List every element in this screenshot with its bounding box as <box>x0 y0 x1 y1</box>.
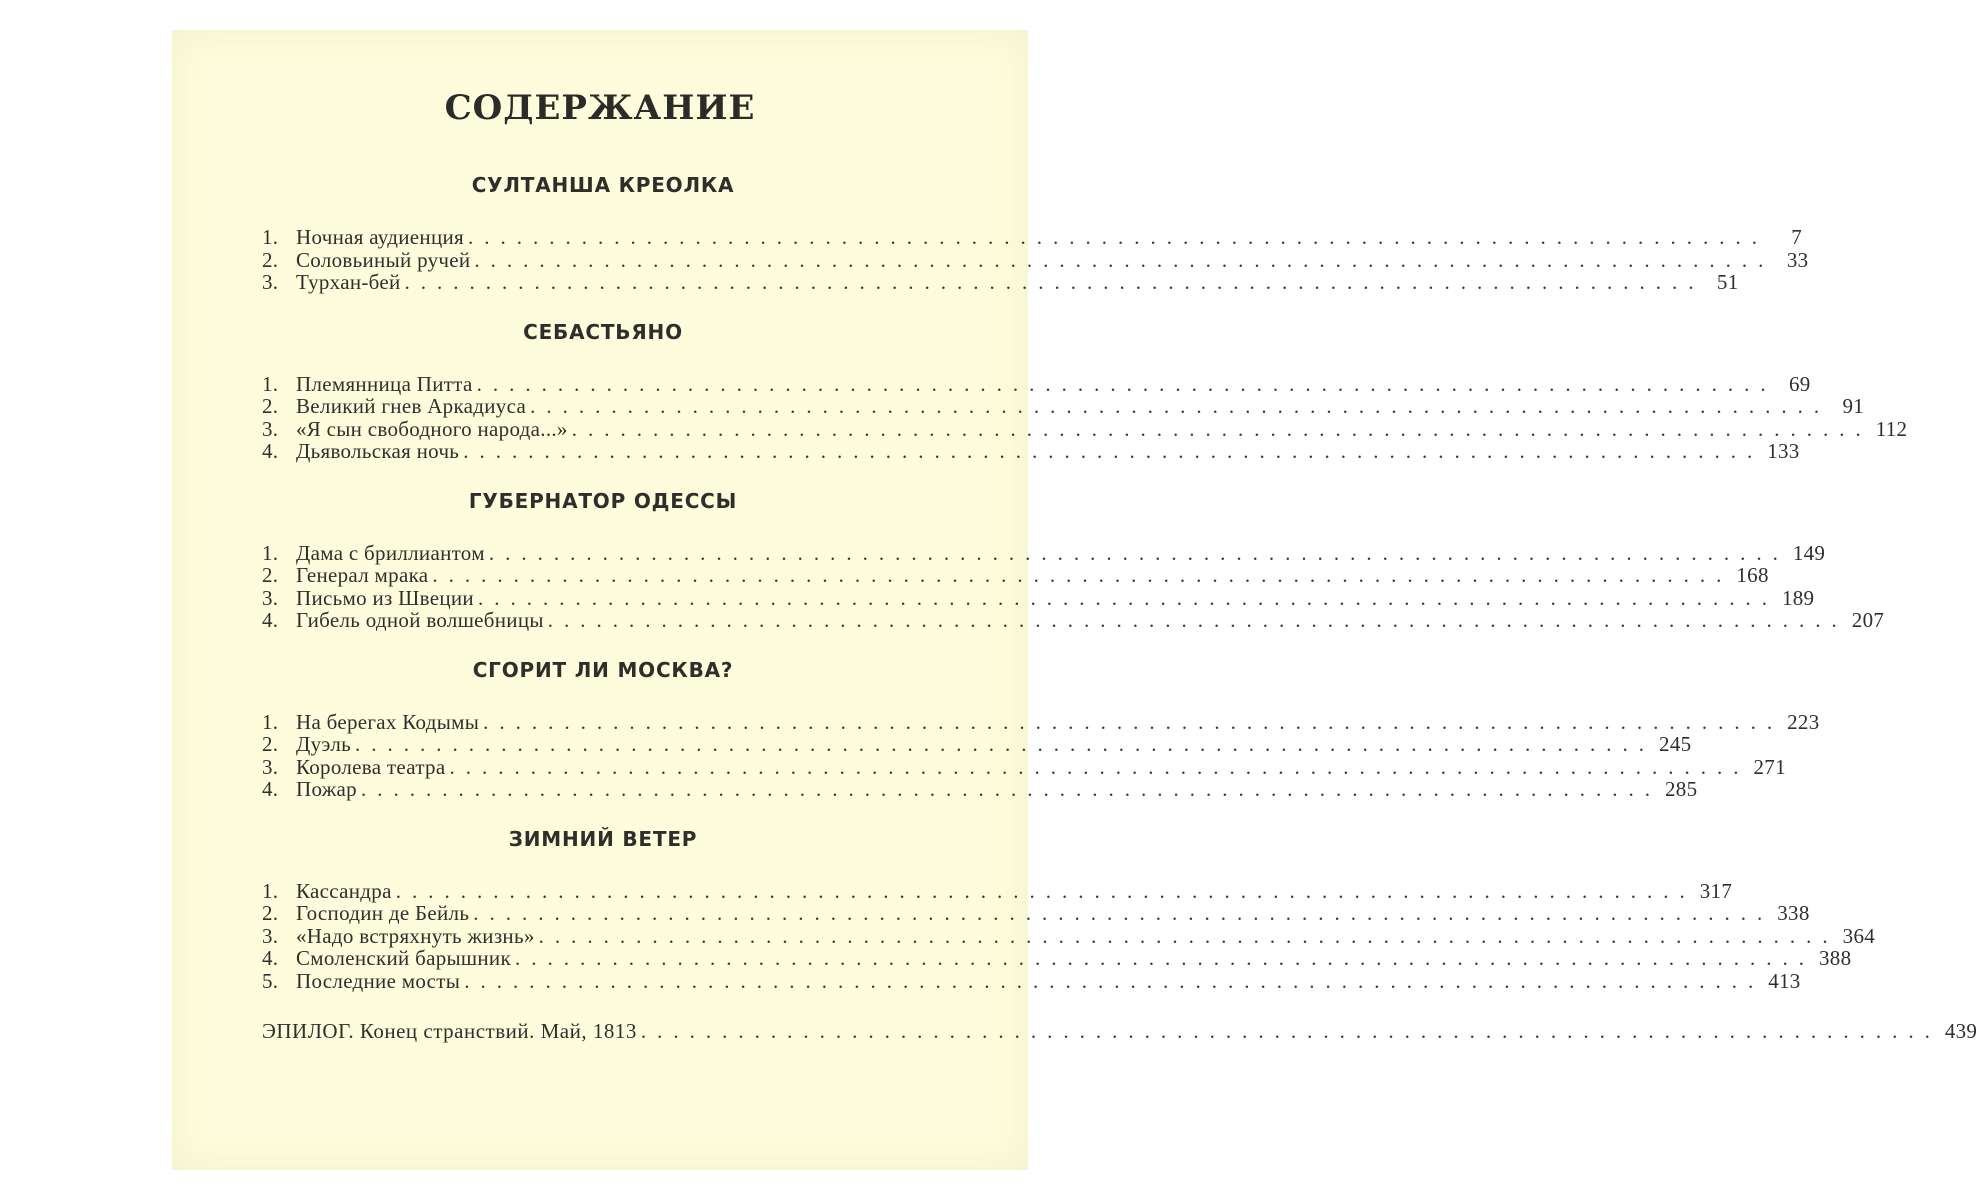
entry-page: 33 <box>1786 247 1809 272</box>
entry-title: Ночная аудиенция <box>296 225 465 249</box>
entry-page: 413 <box>1768 968 1801 993</box>
entry-page: 112 <box>1875 416 1908 441</box>
dot-leader: ................................................................................ <box>432 563 1733 587</box>
entry-number: 2. <box>262 732 279 756</box>
entry-number: 1. <box>262 225 279 249</box>
dot-leader: ................................................................................ <box>355 732 1656 756</box>
entry-page: 245 <box>1659 732 1692 756</box>
entry-title: Племянница Питта <box>296 371 473 396</box>
entry-number: 4. <box>262 777 279 801</box>
entry-number: 3. <box>262 923 279 948</box>
entry-page: 285 <box>1664 777 1698 801</box>
section-title: ЗИМНИЙ ВЕТЕР <box>508 826 698 851</box>
entry-page: 133 <box>1767 439 1800 463</box>
dot-leader: ................................................................................ <box>404 270 1705 294</box>
toc-entry <box>262 901 1810 925</box>
entry-page: 149 <box>1792 540 1826 565</box>
toc-entry <box>262 946 1852 970</box>
toc-entry <box>262 777 1698 801</box>
entry-title: Турхан-бей <box>296 270 401 294</box>
section-entries <box>262 878 1876 993</box>
entry-page: 189 <box>1781 585 1815 610</box>
entry-number: 1. <box>262 878 279 903</box>
toc-entry <box>262 371 1811 396</box>
toc-entry <box>262 416 1908 441</box>
entry-number: 4. <box>262 439 279 463</box>
entry-page: 271 <box>1753 754 1786 779</box>
entry-title: «Я сын свободного народа...» <box>296 416 568 441</box>
toc-section <box>262 657 1820 801</box>
dot-leader: ................................................................................ <box>468 225 1769 249</box>
dot-leader: ................................................................................ <box>547 608 1848 632</box>
dot-leader: ................................................................................ <box>530 394 1831 418</box>
entry-page: 317 <box>1699 878 1733 903</box>
epilogue-page: 439 <box>1944 1019 1977 1043</box>
entry-number: 3. <box>262 416 279 441</box>
dot-leader: ................................................................................ <box>571 416 1872 441</box>
toc-entry <box>262 439 1800 463</box>
toc-entry <box>262 247 1809 272</box>
entry-page: 69 <box>1788 371 1811 396</box>
entry-number: 1. <box>262 540 279 565</box>
entry-number: 2. <box>262 247 279 272</box>
entry-title: Генерал мрака <box>296 563 429 587</box>
entry-number: 4. <box>262 946 279 970</box>
entry-title: Господин де Бейль <box>296 901 470 925</box>
toc-entry <box>262 563 1769 587</box>
entry-number: 3. <box>262 270 279 294</box>
dot-leader: ................................................................................ <box>464 968 1765 993</box>
dot-leader: ................................................................................ <box>449 754 1750 779</box>
entry-title: Пожар <box>296 777 357 801</box>
dot-leader: ................................................................................ <box>477 585 1778 610</box>
entry-page: 91 <box>1842 394 1865 418</box>
section-title: СГОРИТ ЛИ МОСКВА? <box>472 657 734 682</box>
entry-number: 2. <box>262 394 279 418</box>
entry-title: Королева театра <box>296 754 446 779</box>
entry-title: «Надо встряхнуть жизнь» <box>296 923 535 948</box>
entry-number: 4. <box>262 608 279 632</box>
entry-page: 364 <box>1842 923 1876 948</box>
entry-number: 2. <box>262 901 279 925</box>
toc-title: СОДЕРЖАНИЕ <box>444 88 756 128</box>
entry-page: 223 <box>1787 709 1820 734</box>
entry-title: Смоленский барышник <box>296 946 511 970</box>
toc-entry <box>262 394 1865 418</box>
dot-leader: ................................................................................ <box>538 923 1839 948</box>
entry-title: Кассандра <box>296 878 392 903</box>
section-entries <box>262 225 1809 294</box>
entry-title: Дуэль <box>296 732 352 756</box>
entry-page: 338 <box>1777 901 1810 925</box>
dot-leader: ................................................................................ <box>514 946 1815 970</box>
toc-section <box>262 826 1876 993</box>
dot-leader: ................................................................................ <box>640 1019 1941 1043</box>
dot-leader: ................................................................................ <box>463 439 1764 463</box>
entry-title: Письмо из Швеции <box>296 585 474 610</box>
toc-entry <box>262 709 1820 734</box>
entry-title: На берегах Кодымы <box>296 709 480 734</box>
toc-section <box>262 488 1885 632</box>
toc-entry <box>262 270 1739 294</box>
toc-entry <box>262 225 1803 249</box>
section-title: СУЛТАНША КРЕОЛКА <box>471 173 735 197</box>
entry-number: 1. <box>262 371 279 396</box>
entry-page: 207 <box>1851 608 1885 632</box>
dot-leader: ................................................................................ <box>488 540 1789 565</box>
entry-page: 388 <box>1818 946 1852 970</box>
toc-content <box>262 172 1977 1043</box>
toc-entry <box>262 968 1801 993</box>
toc-section <box>262 319 1908 463</box>
toc-entry <box>262 878 1733 903</box>
entry-number: 3. <box>262 585 279 610</box>
entry-number: 1. <box>262 709 279 734</box>
dot-leader: ................................................................................ <box>483 709 1784 734</box>
epilogue-title: ЭПИЛОГ. Конец странствий. Май, 1813 <box>262 1019 637 1043</box>
section-title: СЕБАСТЬЯНО <box>523 319 683 344</box>
section-entries <box>262 371 1908 463</box>
toc-entry <box>262 754 1786 779</box>
toc-epilogue <box>262 1019 1977 1043</box>
entry-title: Последние мосты <box>296 968 461 993</box>
toc-section <box>262 172 1809 294</box>
entry-page: 168 <box>1736 563 1769 587</box>
dot-leader: ................................................................................ <box>360 777 1661 801</box>
entry-number: 5. <box>262 968 279 993</box>
book-page <box>172 30 1977 1170</box>
toc-entry <box>262 923 1876 948</box>
toc-entry <box>262 585 1815 610</box>
toc-entry <box>262 608 1885 632</box>
section-entries <box>262 540 1885 632</box>
dot-leader: ................................................................................ <box>473 901 1774 925</box>
entry-number: 2. <box>262 563 279 587</box>
entry-number: 3. <box>262 754 279 779</box>
entry-title: Великий гнев Аркадиуса <box>296 394 527 418</box>
entry-title: Соловьиный ручей <box>296 247 471 272</box>
section-entries <box>262 709 1820 801</box>
entry-title: Дама с бриллиантом <box>296 540 485 565</box>
dot-leader: ................................................................................ <box>474 247 1775 272</box>
toc-entry <box>262 732 1692 756</box>
toc-entry <box>262 540 1826 565</box>
entry-title: Дьявольская ночь <box>296 439 460 463</box>
section-title: ГУБЕРНАТОР ОДЕССЫ <box>468 488 738 513</box>
entry-title: Гибель одной волшебницы <box>296 608 544 632</box>
entry-page: 51 <box>1716 270 1739 294</box>
dot-leader: ................................................................................ <box>395 878 1696 903</box>
dot-leader: ................................................................................ <box>476 371 1777 396</box>
entry-page: 7 <box>1791 225 1803 249</box>
